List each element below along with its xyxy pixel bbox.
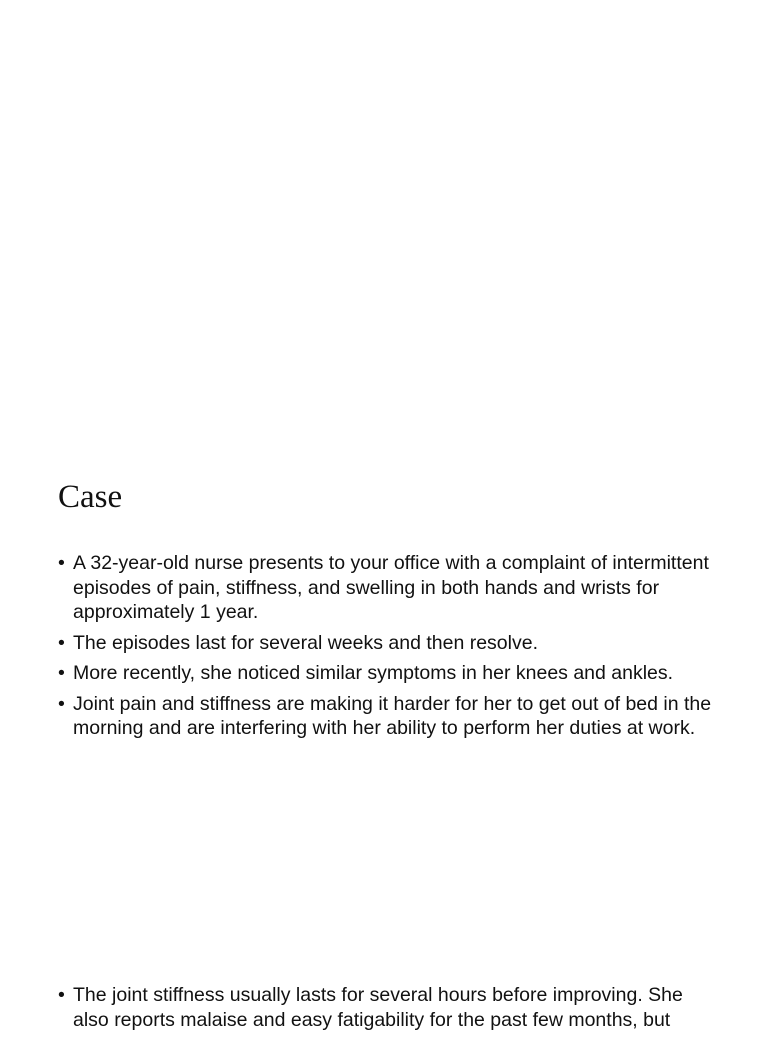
- bullet-dot: •: [58, 692, 65, 715]
- bullet-text: Joint pain and stiffness are making it harder for her to get out of bed in the morning and are interfering with her ability to perform her duties at work.: [73, 692, 712, 739]
- bullet-dot: •: [58, 631, 65, 654]
- slide-title: Case: [58, 479, 123, 515]
- bullet-list-continued: [58, 983, 718, 1038]
- bullet-item: [58, 551, 718, 625]
- bullet-text: The episodes last for several weeks and then resolve.: [73, 631, 539, 654]
- bullet-list-main: [58, 551, 718, 747]
- bullet-dot: •: [58, 552, 65, 574]
- bullet-text: The joint stiffness usually lasts for several hours before improving. She also reports malaise and easy fatigability for the past few months, but: [73, 984, 683, 1031]
- bullet-item: [58, 661, 718, 686]
- bullet-item: [58, 983, 718, 1032]
- bullet-dot: •: [58, 662, 65, 684]
- bullet-text: A 32-year-old nurse presents to your office with a complaint of intermittent episodes of pain, stiffness, and swelling in both hands and wrists for approximately 1 year.: [73, 552, 709, 623]
- bullet-text: More recently, she noticed similar symptoms in her knees and ankles.: [73, 662, 674, 684]
- bullet-item: [58, 692, 718, 741]
- bullet-dot: •: [58, 984, 65, 1006]
- bullet-item: [58, 631, 718, 656]
